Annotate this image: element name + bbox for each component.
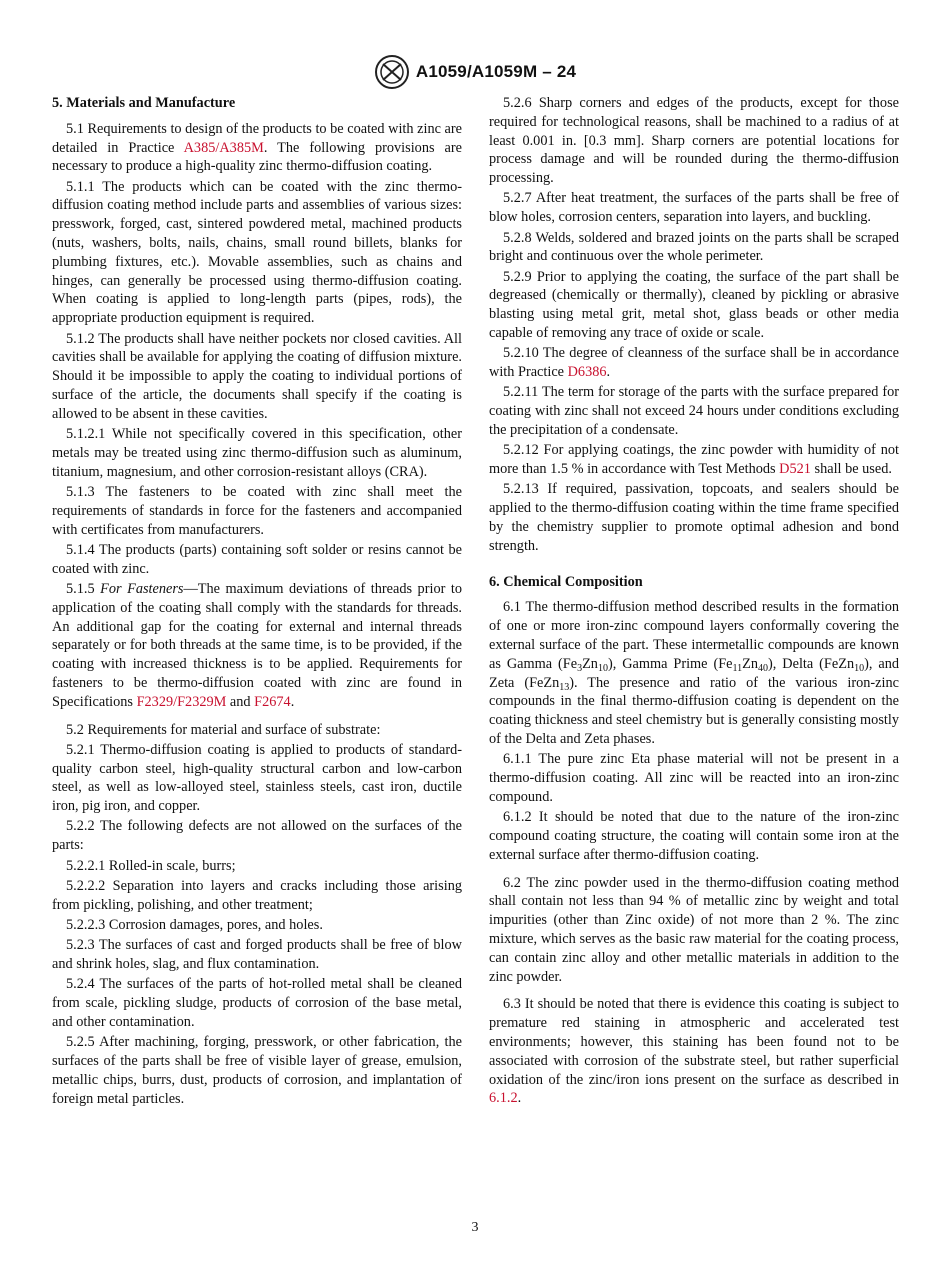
para-5-2-6: 5.2.6 Sharp corners and edges of the products, except for those required for technological reasons, shall be machined to a radius of at least 0.001 in. [0.3 mm]. Sharp corners are potential locations for process damage and will be rounded during the thermo-diffusion processing. xyxy=(489,95,899,187)
link-f2674[interactable]: F2674 xyxy=(254,693,291,710)
para-5-2-13: 5.2.13 If required, passivation, topcoats, and sealers should be applied to the thermo-diffusion coating within the time frame specified by the chemistry supplier to promote optimal adhesion and bond strength. xyxy=(489,481,899,554)
link-d521[interactable]: D521 xyxy=(779,461,811,478)
right-column xyxy=(489,94,899,1110)
para-5-2-8: 5.2.8 Welds, soldered and brazed joints on the parts shall be scraped bright and continuous over the whole perimeter. xyxy=(489,229,899,265)
para-5-1-1: 5.1.1 The products which can be coated with the zinc thermo-diffusion coating method include parts and assemblies of various sizes: presswork, forged, cast, sintered powdered metal, machined products (nuts, washers, bolts, nails, chains, small round billets, blanks for plumbing fixtures, etc.). Movable assemblies, such as chains and hinges, can generally be processed using thermo-diffusion coating. When coating is applied to long-length parts (pipes, rods), the appropriate production equipment is required. xyxy=(52,178,462,327)
link-f2329[interactable]: F2329/F2329M xyxy=(136,693,227,710)
para-5-2-2: 5.2.2 The following defects are not allowed on the surfaces of the parts: xyxy=(52,818,462,854)
para-5-2-10: 5.2.10 The degree of cleanness of the surface shall be in accordance with Practice D6386. xyxy=(489,345,899,381)
para-5-2-2-2: 5.2.2.2 Separation into layers and cracks including those arising from pickling, polishing, and other treatment; xyxy=(52,877,462,913)
para-5-2-2-3: 5.2.2.3 Corrosion damages, pores, and holes. xyxy=(66,916,323,933)
para-6-1-1: 6.1.1 The pure zinc Eta phase material will not be present in a thermo-diffusion coating. All zinc will be reacted into an iron-zinc compound. xyxy=(489,751,899,805)
para-5-2-2-1: 5.2.2.1 Rolled-in scale, burrs; xyxy=(66,857,236,874)
para-6-1-2: 6.1.2 It should be noted that due to the nature of the iron-zinc compound coating structure, the coating will contain some iron at the external surface after thermo-diffusion coating. xyxy=(489,809,899,863)
para-5-1-2: 5.1.2 The products shall have neither pockets nor closed cavities. All cavities shall be available for applying the coating of diffusion mixture. Should it be impossible to apply the coating to individual portions of surface of the article, the documents shall specify if the coating is allowed to be absent in these cavities. xyxy=(52,330,462,422)
page-header xyxy=(0,54,950,95)
para-5-2-1: 5.2.1 Thermo-diffusion coating is applied to products of standard-quality carbon steel, high-quality structural carbon and low-carbon steel, as well as low-alloyed steel, stainless steels, cast iron, ductile iron, pig iron, and copper. xyxy=(52,741,462,815)
document-designation: A1059/A1059M – 24 xyxy=(415,62,577,81)
para-5-2: 5.2 Requirements for material and surface of substrate: xyxy=(66,721,381,738)
para-5-1-5: 5.1.5 For Fasteners—The maximum deviations of threads prior to application of the coating shall comply with the standards for threads. An additional gap for the coating for external and internal threads separately or for both threads at the same time, is to be provided, if the coating with increased thickness is to be applied. Requirements for fasteners to be thermo-diffusion coated with zinc are found in Specifications F2329/F2329M and F2674. xyxy=(52,580,462,710)
link-6-1-2[interactable]: 6.1.2 xyxy=(489,1090,518,1107)
para-6-2: 6.2 The zinc powder used in the thermo-diffusion coating method shall contain not less than 94 % of metallic zinc by weight and total impurities (other than Zinc oxide) of not more than 2 %. The zinc mixture, which serves as the basic raw material for the coating process, can contain zinc alloy and other metallic materials in addition to the zinc powder. xyxy=(489,874,899,985)
para-6-3: 6.3 It should be noted that there is evidence this coating is subject to premature red staining in atmospheric and accelerated test environments; however, this staining has been found not to be associated with corrosion of the substrate steel, but rather superficial oxidation of the zinc/iron ions present on the surface as described in 6.1.2. xyxy=(489,996,899,1107)
para-5-2-11: 5.2.11 The term for storage of the parts with the surface prepared for coating with zinc shall not exceed 24 hours under conditions excluding the precipitation of a condensate. xyxy=(489,384,899,439)
section-6-heading: 6. Chemical Composition xyxy=(489,573,643,590)
page-number: 3 xyxy=(471,1220,479,1235)
para-6-1: 6.1 The thermo-diffusion method described results in the formation of one or more iron-zinc compound layers conformally covering the external surface of the part. These intermetallic compounds are known as Gamma $(Fe_3Zn_{10})$, Gamma Prime $(Fe_{11}Zn_{40})$, Delta (FeZn$_{10}$), and Zeta (FeZn$_{13}$). The presence and ratio of the various iron-zinc compounds in the final thermo-diffusion coating is dependent on the coating thickness and steel chemistry but is generally consisting mostly of the Delta and Zeta phases. xyxy=(489,599,900,747)
section-5-heading: 5. Materials and Manufacture xyxy=(52,95,236,111)
astm-logo xyxy=(374,54,410,90)
link-d6386[interactable]: D6386 xyxy=(567,364,607,381)
left-column xyxy=(52,94,462,1110)
para-5-2-5: 5.2.5 After machining, forging, presswork, or other fabrication, the surfaces of the parts shall be free of visible layer of grease, emulsion, metallic chips, burrs, dust, products of corrosion, and implantation of foreign metal particles. xyxy=(52,1034,462,1107)
para-5-2-4: 5.2.4 The surfaces of the parts of hot-rolled metal shall be cleaned from scale, pickling sludge, products of corrosion of the base metal, and other contamination. xyxy=(52,976,462,1030)
para-5-1-2-1: 5.1.2.1 While not specifically covered in this specification, other metals may be treated using zinc thermo-diffusion such as aluminum, titanium, magnesium, and other corrosion-resistant alloys (CRA). xyxy=(52,426,462,480)
para-5-2-7: 5.2.7 After heat treatment, the surfaces of the parts shall be free of blow holes, corrosion centers, separation into layers, and buckling. xyxy=(489,190,899,226)
para-5-1: 5.1 Requirements to design of the products to be coated with zinc are detailed in Practice A385/A385M. The following provisions are necessary to produce a high-quality zinc thermo-diffusion coating. xyxy=(52,120,462,175)
para-5-1-4: 5.1.4 The products (parts) containing soft solder or resins cannot be coated with zinc. xyxy=(52,541,462,577)
para-5-2-12: 5.2.12 For applying coatings, the zinc powder with humidity of not more than 1.5 % in accordance with Test Methods D521 shall be used. xyxy=(489,442,899,478)
para-5-1-3: 5.1.3 The fasteners to be coated with zinc shall meet the requirements of standards in force for the fasteners and accompanied with certificates from manufacturers. xyxy=(52,483,462,538)
para-5-2-9: 5.2.9 Prior to applying the coating, the surface of the part shall be degreased (chemically or thermally), cleaned by pickling or abrasive blasting using metal grit, metal shot, glass beads or other media capable of removing any trace of oxide or scale. xyxy=(489,268,899,342)
link-a385[interactable]: A385/A385M xyxy=(183,139,264,156)
para-5-2-3: 5.2.3 The surfaces of cast and forged products shall be free of blow and shrink holes, slag, and flux contamination. xyxy=(52,937,462,973)
